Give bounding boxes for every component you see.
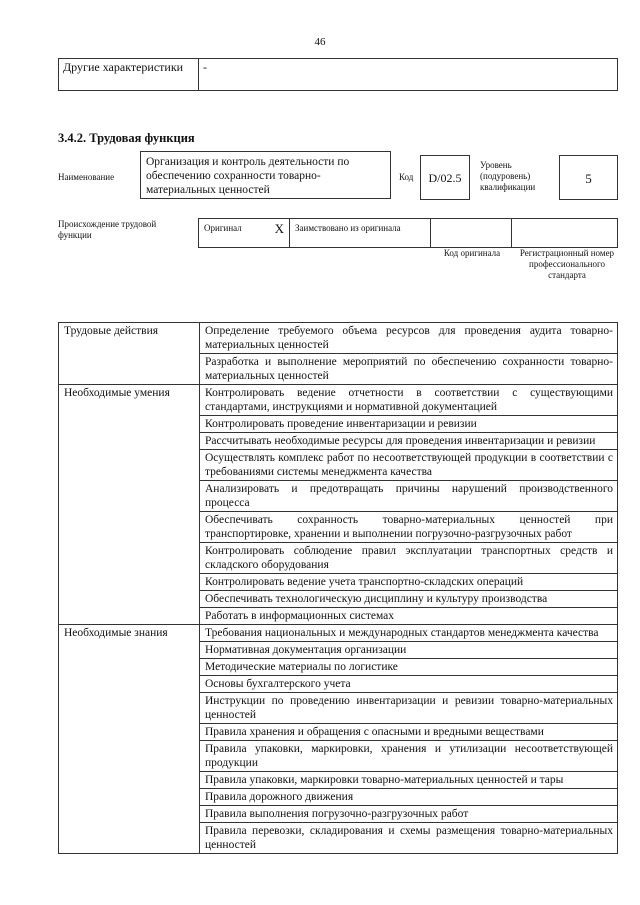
labor-actions-item: Определение требуемого объема ресурсов для проведения аудита товарно-материальных ценностей <box>200 323 618 354</box>
skills-item: Рассчитывать необходимые ресурсы для проведения инвентаризации и ревизии <box>200 433 618 450</box>
origin-table <box>198 218 618 248</box>
function-name-box: Организация и контроль деятельности по обеспечению сохранности товарно-материальных ценностей <box>140 151 391 199</box>
skills-item: Работать в информационных системах <box>200 608 618 625</box>
knowledge-item: Правила дорожного движения <box>200 789 618 806</box>
skills-item: Обеспечивать технологическую дисциплину и культуру производства <box>200 591 618 608</box>
other-characteristics-table <box>58 58 618 91</box>
labor-actions-label: Трудовые действия <box>59 323 200 385</box>
knowledge-item: Правила перевозки, складирования и схемы размещения товарно-материальных ценностей <box>200 823 618 854</box>
other-characteristics-label: Другие характеристики <box>59 59 199 91</box>
original-cell <box>199 219 290 248</box>
original-label: Оригинал <box>204 223 242 233</box>
code-label: Код <box>399 172 414 182</box>
knowledge-row <box>59 625 618 642</box>
skills-item: Осуществлять комплекс работ по несоответствующей продукции в соответствии с требованиями системы менеджмента качества <box>200 450 618 481</box>
knowledge-label: Необходимые знания <box>59 625 200 854</box>
knowledge-item: Требования национальных и международных стандартов менеджмента качества <box>200 625 618 642</box>
skills-item: Контролировать проведение инвентаризации и ревизии <box>200 416 618 433</box>
reg-caption: Регистрационный номер профессионального стандарта <box>519 248 615 280</box>
page-number: 46 <box>314 36 326 48</box>
skills-item: Контролировать ведение отчетности в соответствии с существующими стандартами, инструкциями и нормативной документацией <box>200 385 618 416</box>
labor-actions-row <box>59 323 618 354</box>
borrowed-label: Заимствовано из оригинала <box>290 219 431 248</box>
knowledge-item: Правила выполнения погрузочно-разгрузочных работ <box>200 806 618 823</box>
knowledge-item: Правила хранения и обращения с опасными и вредными веществами <box>200 724 618 741</box>
level-label: Уровень (подуровень) квалификации <box>480 160 536 192</box>
knowledge-item: Правила упаковки, маркировки товарно-материальных ценностей и тары <box>200 772 618 789</box>
skills-item: Анализировать и предотвращать причины нарушений производственного процесса <box>200 481 618 512</box>
reg-number-cell <box>512 219 618 248</box>
knowledge-item: Инструкции по проведению инвентаризации и ревизии товарно-материальных ценностей <box>200 693 618 724</box>
origin-label: Происхождение трудовой функции <box>58 219 157 240</box>
labor-actions-item: Разработка и выполнение мероприятий по обеспечению сохранности товарно-материальных ценностей <box>200 354 618 385</box>
code-caption: Код оригинала <box>443 248 501 258</box>
skills-item: Контролировать соблюдение правил эксплуатации транспортных средств и складского оборудования <box>200 543 618 574</box>
knowledge-item: Нормативная документация организации <box>200 642 618 659</box>
skills-row <box>59 385 618 416</box>
original-mark: X <box>274 221 284 236</box>
skills-label: Необходимые умения <box>59 385 200 625</box>
section-heading: 3.4.2. Трудовая функция <box>58 131 195 145</box>
skills-item: Обеспечивать сохранность товарно-материальных ценностей при транспортировке, хранении и выполнении погрузочно-разгрузочных работ <box>200 512 618 543</box>
skills-item: Контролировать ведение учета транспортно-складских операций <box>200 574 618 591</box>
name-label: Наименование <box>58 172 115 182</box>
original-code-cell <box>431 219 512 248</box>
knowledge-item: Основы бухгалтерского учета <box>200 676 618 693</box>
knowledge-item: Правила упаковки, маркировки, хранения и утилизации несоответствующей продукции <box>200 741 618 772</box>
knowledge-item: Методические материалы по логистике <box>200 659 618 676</box>
other-characteristics-value: - <box>199 59 618 91</box>
function-details-table <box>58 322 618 854</box>
function-code-box: D/02.5 <box>420 155 470 200</box>
level-value-box: 5 <box>559 155 618 200</box>
